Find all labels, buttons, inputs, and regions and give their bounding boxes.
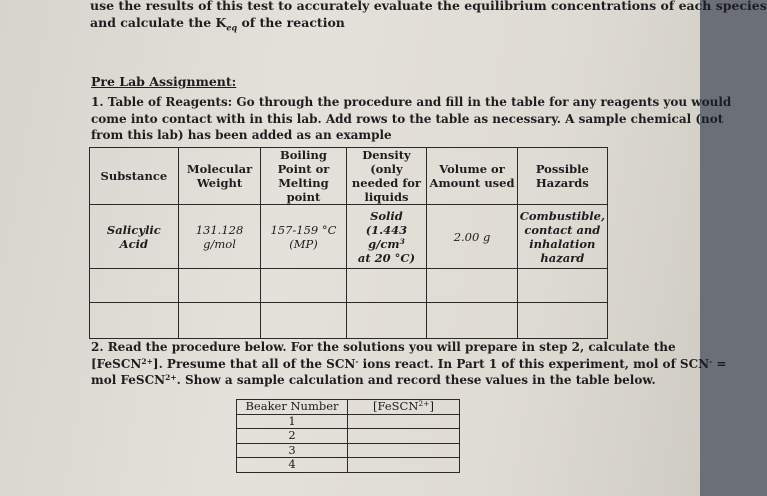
concentration-cell[interactable] bbox=[348, 429, 460, 444]
blank-row[interactable] bbox=[90, 269, 608, 303]
blank-cell[interactable] bbox=[178, 269, 261, 303]
beaker-row bbox=[237, 429, 460, 444]
sample-hazards: Combustible, contact and inhalation hazard bbox=[517, 205, 607, 269]
beaker-number: 1 bbox=[237, 414, 348, 429]
header-hazards: Possible Hazards bbox=[517, 148, 607, 205]
beaker-table-header-row bbox=[237, 400, 460, 415]
beaker-number: 3 bbox=[237, 443, 348, 458]
sample-melting-point: 157-159 °C (MP) bbox=[261, 205, 346, 269]
blank-cell[interactable] bbox=[261, 269, 346, 303]
sample-molecular-weight: 131.128 g/mol bbox=[178, 205, 261, 269]
reagent-table-header-row bbox=[90, 148, 608, 205]
section-heading: Pre Lab Assignment: bbox=[91, 74, 237, 89]
header-boiling-melting-point: Boiling Point or Melting point bbox=[261, 148, 346, 205]
header-volume-amount: Volume or Amount used bbox=[427, 148, 517, 205]
instruction-1: 1. Table of Reagents: Go through the procedure and fill in the table for any reagents you would come into contact with in this lab. Add rows to the table as necessary. A sample chemical (not from this lab) has been added as an example bbox=[91, 95, 732, 142]
blank-cell[interactable] bbox=[427, 303, 517, 339]
sample-row bbox=[90, 205, 608, 269]
intro-text bbox=[90, 0, 767, 37]
beaker-number: 4 bbox=[237, 458, 348, 473]
header-beaker-number: Beaker Number bbox=[237, 400, 348, 415]
instruction-2: 2. Read the procedure below. For the solutions you will prepare in step 2, calculate the [FeSCN$^{2+}$]. Presume that all of the SCN- ions react. In Part 1 of this experiment, mol of SCN- = mol FeSCN$^{2+}$. Show a sample calculation and record these values in the table below. bbox=[91, 340, 727, 387]
blank-cell[interactable] bbox=[90, 303, 179, 339]
sample-density: Solid (1.443 $g/cm^3$ at 20 °C) bbox=[346, 205, 427, 269]
blank-cell[interactable] bbox=[517, 269, 607, 303]
blank-cell[interactable] bbox=[261, 303, 346, 339]
beaker-row bbox=[237, 414, 460, 429]
header-substance: Substance bbox=[90, 148, 179, 205]
blank-cell[interactable] bbox=[346, 303, 427, 339]
concentration-cell[interactable] bbox=[348, 443, 460, 458]
blank-cell[interactable] bbox=[346, 269, 427, 303]
concentration-cell[interactable] bbox=[348, 458, 460, 473]
intro-line-2: and calculate the $K_{eq}$ of the reaction bbox=[90, 15, 345, 33]
sample-amount: 2.00 g bbox=[427, 205, 517, 269]
blank-cell[interactable] bbox=[178, 303, 261, 339]
header-density: Density (only needed for liquids bbox=[346, 148, 427, 205]
header-molecular-weight: Molecular Weight bbox=[178, 148, 261, 205]
blank-cell[interactable] bbox=[517, 303, 607, 339]
blank-cell[interactable] bbox=[427, 269, 517, 303]
reagent-table bbox=[89, 147, 608, 339]
beaker-number: 2 bbox=[237, 429, 348, 444]
sample-substance: Salicylic Acid bbox=[90, 205, 179, 269]
intro-line-1: use the results of this test to accurately evaluate the equilibrium concentrations of each species bbox=[90, 0, 767, 13]
header-concentration: [FeSCN$^{2+}$] bbox=[348, 400, 460, 415]
beaker-row bbox=[237, 443, 460, 458]
beaker-row bbox=[237, 458, 460, 473]
blank-cell[interactable] bbox=[90, 269, 179, 303]
blank-row[interactable] bbox=[90, 303, 608, 339]
concentration-cell[interactable] bbox=[348, 414, 460, 429]
beaker-table bbox=[236, 399, 460, 473]
